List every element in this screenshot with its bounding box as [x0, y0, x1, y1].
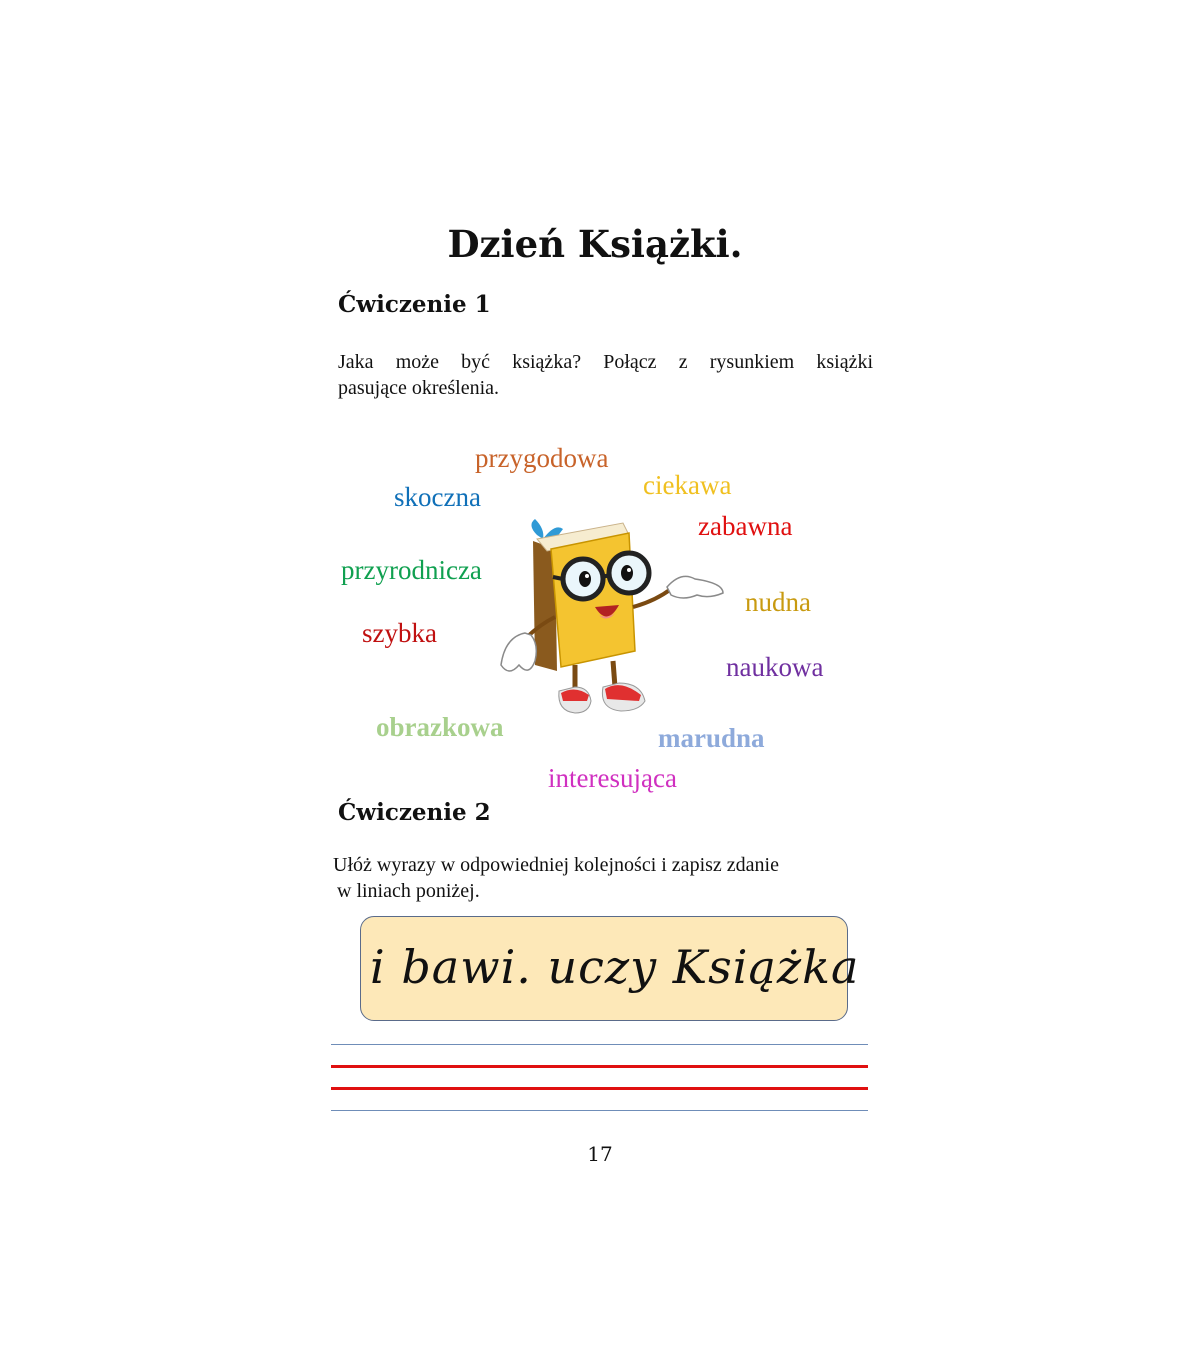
word-naukowa[interactable]: naukowa [726, 652, 824, 682]
exercise-2-instruction-line-1: Ułóż wyrazy w odpowiedniej kolejności i zapisz zdanie [333, 854, 779, 876]
page-number: 17 [587, 1142, 613, 1166]
writing-line-red-lower[interactable] [331, 1087, 868, 1090]
scrambled-words-text: i bawi. uczy Książka [370, 940, 860, 994]
writing-line-top[interactable] [331, 1044, 868, 1045]
word-obrazkowa[interactable]: obrazkowa [376, 712, 504, 742]
writing-line-bottom[interactable] [331, 1110, 868, 1111]
word-marudna[interactable]: marudna [658, 723, 765, 753]
exercise-2-heading: Ćwiczenie 2 [338, 799, 491, 826]
book-mascot-illustration [495, 515, 727, 720]
exercise-2-instruction-line-2: w liniach poniżej. [337, 880, 480, 902]
word-przyrodnicza[interactable]: przyrodnicza [341, 555, 482, 585]
word-interesujaca[interactable]: interesująca [548, 763, 677, 793]
page-title: Dzień Książki. [447, 222, 743, 266]
exercise-1-instruction-line-2: pasujące określenia. [338, 377, 500, 399]
writing-line-red-upper[interactable] [331, 1065, 868, 1068]
word-szybka[interactable]: szybka [362, 618, 437, 648]
word-nudna[interactable]: nudna [745, 587, 811, 617]
word-ciekawa[interactable]: ciekawa [643, 470, 732, 500]
word-zabawna[interactable]: zabawna [698, 511, 793, 541]
exercise-1-heading: Ćwiczenie 1 [338, 291, 491, 318]
exercise-1-instruction-line-1: Jaka może być książka? Połącz z rysunkiem książki [338, 351, 873, 373]
word-przygodowa[interactable]: przygodowa [475, 443, 609, 473]
word-skoczna[interactable]: skoczna [394, 482, 481, 512]
